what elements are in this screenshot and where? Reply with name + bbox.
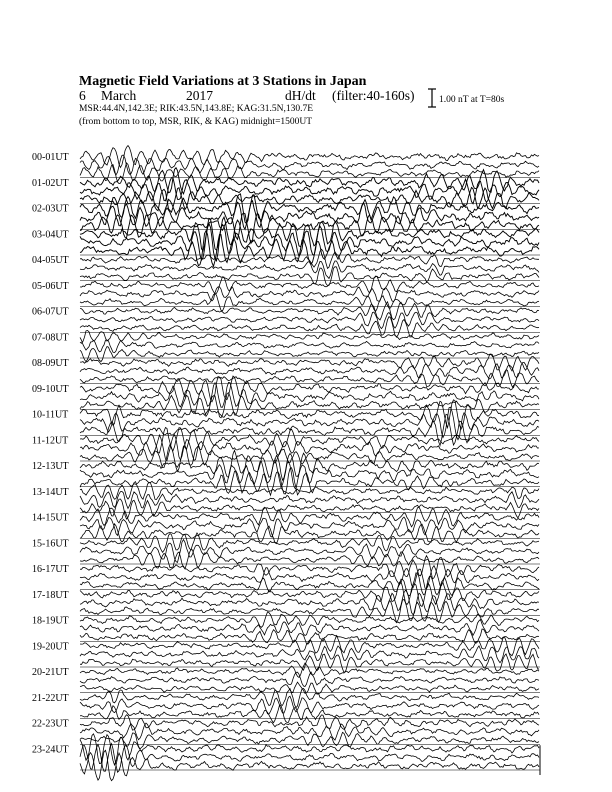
hour-label: 00-01UT: [32, 152, 69, 163]
order-line: (from bottom to top, MSR, RIK, & KAG) midnight=1500UT: [79, 117, 313, 127]
quantity-label: dH/dt: [285, 88, 316, 103]
date-year: 2017: [186, 88, 213, 103]
station-trace-rik: [80, 492, 539, 509]
scale-label: 1.00 nT at T=80s: [439, 95, 505, 105]
station-trace-msr: [80, 370, 539, 388]
station-trace-rik: [80, 362, 539, 379]
date-day: 6: [79, 88, 86, 103]
station-trace-msr: [80, 188, 539, 213]
station-trace-msr: [80, 654, 539, 673]
station-trace-msr: [80, 294, 539, 312]
station-trace-rik: [80, 646, 539, 663]
hour-label: 21-22UT: [32, 692, 69, 704]
hour-label: 19-20UT: [32, 641, 69, 653]
station-trace-msr: [80, 550, 539, 569]
hour-label: 02-03UT: [32, 203, 69, 215]
hour-label: 12-13UT: [32, 461, 69, 472]
hour-label: 23-24UT: [32, 744, 69, 756]
station-trace-msr: [80, 682, 539, 694]
hour-label: 18-19UT: [32, 615, 69, 627]
station-trace-rik: [80, 287, 539, 302]
station-trace-msr: [80, 629, 539, 644]
hour-label: 22-23UT: [32, 718, 69, 730]
station-trace-kag: [80, 612, 539, 627]
hour-label: 14-15UT: [32, 512, 69, 524]
station-trace-msr: [80, 267, 539, 286]
station-trace-rik: [80, 312, 539, 329]
station-trace-msr: [80, 414, 539, 445]
hour-label: 07-08UT: [32, 332, 69, 344]
hour-label: 01-02UT: [32, 177, 69, 189]
station-trace-rik: [80, 672, 539, 687]
station-trace-kag: [80, 556, 539, 579]
filter-label: (filter:40-160s): [332, 88, 415, 103]
station-trace-rik: [80, 337, 539, 352]
station-trace-rik: [80, 620, 539, 636]
hour-label: 11-12UT: [32, 435, 69, 447]
station-trace-kag: [80, 734, 539, 765]
station-trace-kag: [80, 507, 539, 527]
station-trace-kag: [80, 276, 539, 294]
hour-label: 04-05UT: [32, 255, 69, 266]
hour-label: 03-04UT: [32, 229, 69, 241]
hour-label: 17-18UT: [32, 589, 69, 601]
station-trace-msr: [80, 347, 539, 362]
hour-label: 10-11UT: [32, 409, 69, 421]
station-trace-msr: [80, 317, 539, 338]
station-trace-msr: [80, 163, 539, 184]
hour-label: 05-06UT: [32, 280, 69, 292]
hour-label: 08-09UT: [32, 358, 69, 369]
hour-label: 16-17UT: [32, 564, 69, 575]
hour-label: 06-07UT: [32, 306, 69, 318]
station-trace-rik: [80, 744, 539, 773]
hour-label: 09-10UT: [32, 383, 69, 395]
chart-title: Magnetic Field Variations at 3 Stations in Japan: [79, 74, 367, 89]
station-trace-kag: [80, 400, 539, 429]
date-month: March: [101, 88, 137, 103]
stations-line: MSR:44.4N,142.3E; RIK:43.5N,143.8E; KAG:31.5N,130.7E: [79, 104, 314, 114]
station-trace-rik: [80, 723, 539, 740]
scale-bar: [428, 89, 436, 107]
hour-label: 15-16UT: [32, 538, 69, 550]
hour-label: 20-21UT: [32, 667, 69, 678]
station-trace-msr: [80, 732, 539, 749]
hour-label: 13-14UT: [32, 486, 69, 498]
